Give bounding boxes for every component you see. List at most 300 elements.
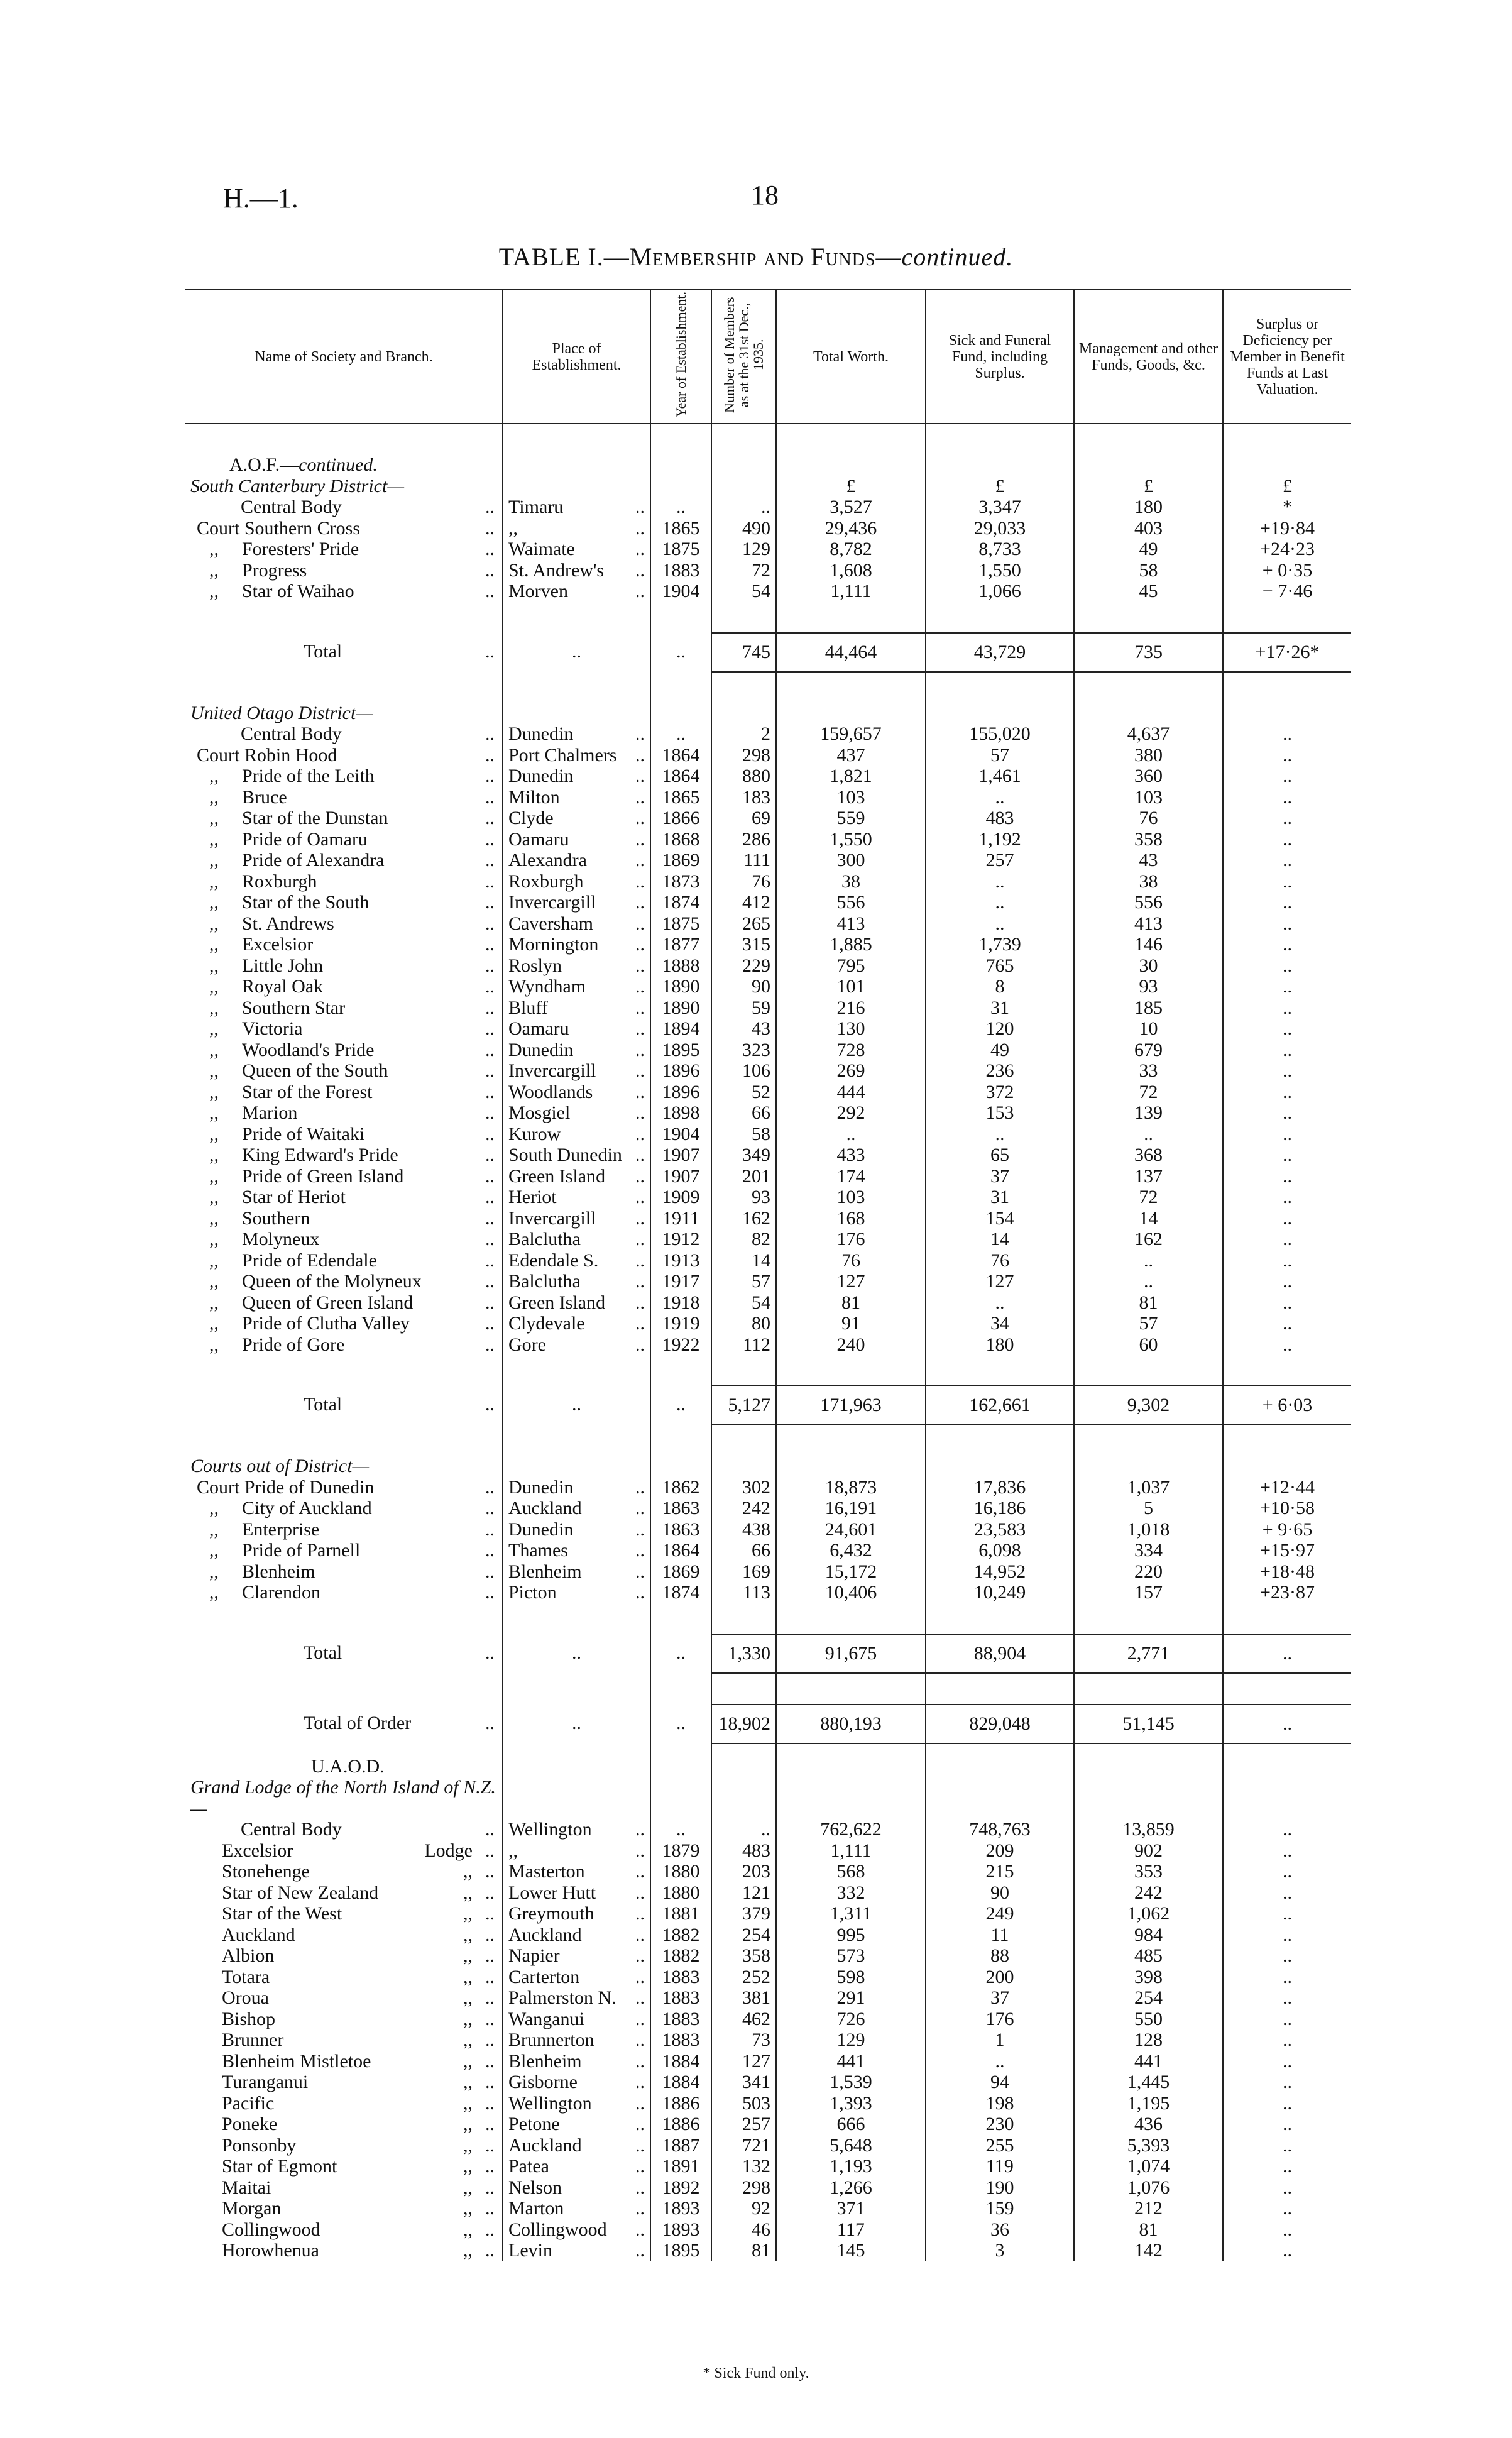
members-cell: 201 xyxy=(711,1166,776,1187)
place-value: Kurow xyxy=(508,1123,561,1145)
lodge-name: Maitai xyxy=(222,2177,271,2198)
mgmt-cell: 103 xyxy=(1074,787,1223,808)
mgmt-cell: 72 xyxy=(1074,1082,1223,1103)
lodge-name-wrap xyxy=(190,2114,497,2135)
uaod-heading-cell: U.A.O.D. xyxy=(311,1755,385,1777)
cell: £ xyxy=(926,476,1074,497)
spacer-cell xyxy=(185,1673,503,1705)
total-year-cell: .. xyxy=(650,1705,711,1743)
branch-name-cell xyxy=(185,913,503,935)
place-value: Gore xyxy=(508,1334,546,1355)
surplus-cell: .. xyxy=(1223,2219,1351,2241)
mgmt-cell: 57 xyxy=(1074,1313,1223,1334)
members-cell: 242 xyxy=(711,1498,776,1519)
leader-dots: .. xyxy=(485,1582,495,1603)
total-surplus: + 6·03 xyxy=(1223,1386,1351,1425)
leader-dots: .. xyxy=(485,2114,495,2134)
total-place-cell: .. xyxy=(503,1386,650,1425)
cell xyxy=(926,703,1074,724)
total-label-wrap xyxy=(190,633,497,671)
branch-name xyxy=(190,581,354,602)
branch-name-cell xyxy=(185,1519,503,1540)
lodge-name-cell xyxy=(185,2198,503,2219)
spacer-cell xyxy=(926,1603,1074,1634)
table-row xyxy=(185,871,1351,892)
spacer-cell xyxy=(185,1355,503,1386)
table-row xyxy=(185,1840,1351,1862)
worth-cell: 1,885 xyxy=(776,934,926,955)
place-wrap xyxy=(508,1229,645,1250)
place-wrap xyxy=(508,2072,645,2093)
table-row xyxy=(185,1561,1351,1583)
branch-name-text: Queen of the South xyxy=(242,1060,388,1081)
lodge-name: Excelsior xyxy=(222,1840,293,1861)
ditto-mark: ,, xyxy=(209,1271,219,1292)
ditto-mark: ,, xyxy=(209,1540,219,1561)
spacer-cell xyxy=(185,1425,503,1456)
surplus-cell: .. xyxy=(1223,1124,1351,1145)
total-label-cell xyxy=(185,1705,503,1743)
total-label-cell xyxy=(185,1634,503,1673)
spacer-cell xyxy=(1223,424,1351,454)
branch-name xyxy=(190,934,313,955)
leader-dots: .. xyxy=(635,997,645,1018)
branch-name xyxy=(190,913,334,935)
sick-cell: 215 xyxy=(926,1861,1074,1882)
ditto-mark: ,, xyxy=(209,997,219,1018)
place-cell xyxy=(503,1498,650,1519)
leader-dots: .. xyxy=(485,1081,495,1102)
surplus-cell: .. xyxy=(1223,1229,1351,1250)
mgmt-cell: .. xyxy=(1074,1124,1223,1145)
year-cell: 1875 xyxy=(650,913,711,935)
branch-name-wrap xyxy=(190,581,497,602)
place-cell xyxy=(503,745,650,766)
members-cell: 132 xyxy=(711,2156,776,2177)
place-value: Heriot xyxy=(508,1187,557,1207)
members-cell: 90 xyxy=(711,976,776,997)
sick-cell: 37 xyxy=(926,1987,1074,2009)
cell: £ xyxy=(776,476,926,497)
place-value: Auckland xyxy=(508,1924,582,1945)
ditto-mark: ,, xyxy=(209,1313,219,1334)
mgmt-cell: .. xyxy=(1074,1271,1223,1292)
leader-dots: .. xyxy=(485,744,495,766)
members-cell: 229 xyxy=(711,955,776,977)
total-label: Total xyxy=(304,1394,342,1415)
place-value: Palmerston N. xyxy=(508,1987,616,2008)
lodge-name-wrap xyxy=(190,1925,497,1946)
mgmt-cell: 142 xyxy=(1074,2240,1223,2261)
place-cell xyxy=(503,1166,650,1187)
place-value: Thames xyxy=(508,1540,568,1561)
branch-name-cell xyxy=(185,1166,503,1187)
worth-cell: 441 xyxy=(776,2051,926,2072)
sick-cell: 176 xyxy=(926,2009,1074,2030)
members-cell: 265 xyxy=(711,913,776,935)
branch-name-cell xyxy=(185,1018,503,1040)
ditto-mark: ,, xyxy=(209,850,219,870)
district-heading xyxy=(185,1456,1351,1477)
leader-dots: .. xyxy=(485,1334,495,1355)
surplus-cell: .. xyxy=(1223,976,1351,997)
worth-cell: 559 xyxy=(776,808,926,829)
col-surplus-header: Surplus or Deficiency per Member in Benefit Funds at Last Valuation. xyxy=(1223,290,1351,424)
lodge-suffix: ,, xyxy=(463,2134,473,2156)
leader-dots: .. xyxy=(485,1476,495,1498)
table-row xyxy=(185,955,1351,977)
place-cell xyxy=(503,1060,650,1082)
spacer-cell xyxy=(185,424,503,454)
branch-name-cell xyxy=(185,871,503,892)
lodge-name-cell xyxy=(185,2072,503,2093)
year-cell: 1864 xyxy=(650,1540,711,1561)
spacer-row xyxy=(185,1673,1351,1705)
mgmt-cell: 550 xyxy=(1074,2009,1223,2030)
table-row xyxy=(185,1882,1351,1904)
year-cell: 1883 xyxy=(650,1967,711,1988)
branch-name-text: Star of the South xyxy=(242,892,370,913)
mgmt-cell: 45 xyxy=(1074,581,1223,602)
surplus-cell: .. xyxy=(1223,1987,1351,2009)
branch-name xyxy=(190,1519,319,1540)
branch-name-cell xyxy=(185,1540,503,1561)
lodge-suffix-wrap xyxy=(463,2051,497,2072)
col-place-header: Place of Establishment. xyxy=(503,290,650,424)
worth-cell: 1,111 xyxy=(776,581,926,602)
branch-name xyxy=(190,1145,398,1166)
surplus-cell: +10·58 xyxy=(1223,1498,1351,1519)
cell xyxy=(650,1743,711,1777)
place-cell xyxy=(503,1018,650,1040)
lodge-suffix-wrap xyxy=(485,1819,497,1840)
year-cell: 1911 xyxy=(650,1208,711,1229)
branch-name-text: King Edward's Pride xyxy=(242,1145,398,1165)
ditto-mark: ,, xyxy=(209,1187,219,1207)
place-value: Milton xyxy=(508,786,560,808)
branch-name-text: Royal Oak xyxy=(242,976,324,997)
worth-cell: 666 xyxy=(776,2114,926,2135)
table-row xyxy=(185,2219,1351,2241)
cell xyxy=(926,1456,1074,1477)
branch-name-text: Victoria xyxy=(242,1018,303,1039)
year-cell: 1884 xyxy=(650,2072,711,2093)
table-row xyxy=(185,560,1351,581)
worth-cell: 16,191 xyxy=(776,1498,926,1519)
members-cell: 438 xyxy=(711,1519,776,1540)
place-value: Oamaru xyxy=(508,1018,569,1039)
sick-cell: 65 xyxy=(926,1145,1074,1166)
ditto-mark: ,, xyxy=(209,828,219,850)
place-value: Balclutha xyxy=(508,1271,581,1292)
sick-cell: 127 xyxy=(926,1271,1074,1292)
leader-dots: .. xyxy=(485,1561,495,1582)
branch-name-wrap xyxy=(190,955,497,977)
total-label: Total of Order xyxy=(304,1712,412,1733)
spacer-cell xyxy=(926,1355,1074,1386)
table-row xyxy=(185,1060,1351,1082)
branch-name-wrap xyxy=(190,997,497,1019)
total-members: 18,902 xyxy=(711,1705,776,1743)
branch-name xyxy=(190,787,287,808)
place-wrap xyxy=(508,1145,645,1166)
members-cell: 183 xyxy=(711,787,776,808)
mgmt-cell: 30 xyxy=(1074,955,1223,977)
table-row xyxy=(185,1967,1351,1988)
branch-name-cell xyxy=(185,581,503,602)
branch-name-cell xyxy=(185,1082,503,1103)
members-cell: 341 xyxy=(711,2072,776,2093)
sick-cell: .. xyxy=(926,787,1074,808)
place-wrap xyxy=(508,497,645,518)
spacer-cell xyxy=(503,1673,650,1705)
year-cell: 1883 xyxy=(650,560,711,581)
worth-cell: 1,821 xyxy=(776,766,926,787)
members-cell: 298 xyxy=(711,2177,776,2199)
lodge-suffix-wrap xyxy=(463,1925,497,1946)
branch-name xyxy=(190,1229,319,1250)
leader-dots: .. xyxy=(635,1207,645,1229)
place-cell xyxy=(503,1967,650,1988)
lodge-name-wrap xyxy=(190,1967,497,1988)
mgmt-cell: 76 xyxy=(1074,808,1223,829)
leader-dots: .. xyxy=(635,2008,645,2029)
mgmt-cell: 137 xyxy=(1074,1166,1223,1187)
worth-cell: 129 xyxy=(776,2029,926,2051)
place-value: ,, xyxy=(508,517,518,539)
document-reference: H.—1. xyxy=(223,183,299,214)
surplus-cell: .. xyxy=(1223,1861,1351,1882)
leader-dots: .. xyxy=(635,1903,645,1924)
year-cell: 1880 xyxy=(650,1861,711,1882)
mgmt-cell: 334 xyxy=(1074,1540,1223,1561)
surplus-cell: .. xyxy=(1223,1945,1351,1967)
lodge-name-cell xyxy=(185,1925,503,1946)
surplus-cell: + 9·65 xyxy=(1223,1519,1351,1540)
sick-cell: 1,066 xyxy=(926,581,1074,602)
branch-name-text: Molyneux xyxy=(242,1229,320,1249)
branch-name-text: Woodland's Pride xyxy=(242,1039,375,1060)
leader-dots: .. xyxy=(485,1102,495,1123)
leader-dots: .. xyxy=(635,766,645,786)
surplus-cell: .. xyxy=(1223,1145,1351,1166)
mgmt-cell: 436 xyxy=(1074,2114,1223,2135)
branch-name-wrap xyxy=(190,1540,497,1561)
total-sick: 88,904 xyxy=(926,1634,1074,1673)
branch-name-wrap xyxy=(190,871,497,892)
leader-dots: .. xyxy=(485,2198,495,2219)
place-wrap xyxy=(508,1861,645,1882)
year-cell: 1883 xyxy=(650,2029,711,2051)
worth-cell: 240 xyxy=(776,1334,926,1356)
leader-dots: .. xyxy=(635,1060,645,1081)
branch-name-text: Progress xyxy=(242,559,307,581)
table-row xyxy=(185,1102,1351,1124)
place-wrap xyxy=(508,1582,645,1603)
branch-name-cell xyxy=(185,1208,503,1229)
members-cell: 298 xyxy=(711,745,776,766)
sick-cell: 57 xyxy=(926,745,1074,766)
worth-cell: 433 xyxy=(776,1145,926,1166)
branch-name-wrap xyxy=(190,1271,497,1292)
worth-cell: 1,111 xyxy=(776,1840,926,1862)
year-cell: 1893 xyxy=(650,2219,711,2241)
lodge-suffix: ,, xyxy=(463,1945,473,1966)
leader-dots: .. xyxy=(485,1924,495,1945)
cell xyxy=(1223,454,1351,476)
lodge-suffix: ,, xyxy=(463,1987,473,2008)
lodge-name-cell xyxy=(185,1840,503,1862)
leader-dots: .. xyxy=(485,1018,495,1039)
place-value: Balclutha xyxy=(508,1229,581,1249)
worth-cell: 130 xyxy=(776,1018,926,1040)
ditto-mark: ,, xyxy=(209,934,219,955)
lodge-name-wrap xyxy=(190,2198,497,2219)
lodge-name: Auckland xyxy=(222,1924,295,1945)
table-row xyxy=(185,1166,1351,1187)
leader-dots: .. xyxy=(635,934,645,955)
worth-cell: 995 xyxy=(776,1925,926,1946)
year-cell: 1895 xyxy=(650,1040,711,1061)
leader-dots: .. xyxy=(635,1582,645,1603)
surplus-cell: .. xyxy=(1223,955,1351,977)
mgmt-cell: 556 xyxy=(1074,892,1223,913)
leader-dots: .. xyxy=(635,1945,645,1966)
place-value: Dunedin xyxy=(508,723,574,744)
leader-dots: .. xyxy=(485,2072,495,2092)
place-wrap xyxy=(508,581,645,602)
spacer-cell xyxy=(776,424,926,454)
leader-dots: .. xyxy=(485,640,495,662)
branch-name xyxy=(190,871,317,892)
cell xyxy=(776,454,926,476)
surplus-cell: .. xyxy=(1223,1334,1351,1356)
surplus-cell: .. xyxy=(1223,1082,1351,1103)
year-cell: 1883 xyxy=(650,2009,711,2030)
branch-name-cell xyxy=(185,1124,503,1145)
year-cell: 1918 xyxy=(650,1292,711,1314)
mgmt-cell: 49 xyxy=(1074,539,1223,560)
members-cell: 252 xyxy=(711,1967,776,1988)
lodge-name-cell xyxy=(185,2135,503,2156)
place-wrap xyxy=(508,913,645,935)
branch-name-wrap xyxy=(190,1250,497,1271)
lodge-suffix: ,, xyxy=(463,2156,473,2177)
place-wrap xyxy=(508,1040,645,1061)
leader-dots: .. xyxy=(485,828,495,850)
branch-name-text: Star of the Forest xyxy=(242,1081,373,1102)
branch-name-wrap xyxy=(190,745,497,766)
sick-cell: 3,347 xyxy=(926,497,1074,518)
total-surplus: .. xyxy=(1223,1634,1351,1673)
ditto-mark: ,, xyxy=(209,892,219,913)
ditto-mark: ,, xyxy=(209,1102,219,1123)
branch-name-wrap xyxy=(190,539,497,560)
worth-cell: 24,601 xyxy=(776,1519,926,1540)
leader-dots: .. xyxy=(635,2198,645,2219)
branch-name-cell xyxy=(185,1040,503,1061)
place-cell xyxy=(503,2072,650,2093)
cell xyxy=(650,476,711,497)
lodge-name-wrap xyxy=(190,1945,497,1967)
members-cell: 286 xyxy=(711,829,776,850)
place-wrap xyxy=(508,850,645,871)
col-worth-header: Total Worth. xyxy=(776,290,926,424)
surplus-cell: .. xyxy=(1223,1208,1351,1229)
place-value: Timaru xyxy=(508,497,564,517)
worth-cell: .. xyxy=(776,1124,926,1145)
leader-dots: .. xyxy=(635,2114,645,2134)
total-year-cell: .. xyxy=(650,633,711,672)
place-wrap xyxy=(508,1945,645,1967)
cell xyxy=(1074,1743,1223,1777)
sick-cell: .. xyxy=(926,2051,1074,2072)
branch-name-wrap xyxy=(190,1519,497,1540)
spacer-cell xyxy=(926,672,1074,703)
total-label-cell xyxy=(185,1386,503,1425)
worth-cell: 3,527 xyxy=(776,497,926,518)
leader-dots: .. xyxy=(635,1561,645,1582)
leader-dots: .. xyxy=(485,1292,495,1313)
leader-dots: .. xyxy=(485,1039,495,1060)
place-cell xyxy=(503,766,650,787)
branch-name-wrap xyxy=(190,1334,497,1356)
leader-dots: .. xyxy=(635,1102,645,1123)
year-cell: 1873 xyxy=(650,871,711,892)
leader-dots: .. xyxy=(635,1018,645,1039)
total-label-wrap xyxy=(190,1634,497,1672)
leader-dots: .. xyxy=(485,2156,495,2177)
branch-name-cell xyxy=(185,745,503,766)
branch-name-text: Pride of Edendale xyxy=(242,1249,377,1271)
surplus-cell: .. xyxy=(1223,1292,1351,1314)
sick-cell: 1 xyxy=(926,2029,1074,2051)
lodge-name: Morgan xyxy=(222,2198,282,2219)
table-row xyxy=(185,1292,1351,1314)
branch-name-cell xyxy=(185,1102,503,1124)
spacer-cell xyxy=(711,1355,776,1386)
leader-dots: .. xyxy=(635,1840,645,1861)
surplus-cell: .. xyxy=(1223,1819,1351,1840)
worth-cell: 176 xyxy=(776,1229,926,1250)
surplus-cell: .. xyxy=(1223,871,1351,892)
lodge-name-wrap xyxy=(190,1819,497,1840)
table-row xyxy=(185,829,1351,850)
leader-dots: .. xyxy=(635,744,645,766)
leader-dots: .. xyxy=(635,1498,645,1518)
surplus-cell: .. xyxy=(1223,1882,1351,1904)
total-place-cell: .. xyxy=(503,1634,650,1673)
spacer-cell xyxy=(776,1425,926,1456)
leader-dots: .. xyxy=(485,581,495,601)
place-cell xyxy=(503,2177,650,2199)
place-wrap xyxy=(508,518,645,539)
surplus-cell: .. xyxy=(1223,1925,1351,1946)
lodge-suffix-wrap xyxy=(463,2156,497,2177)
spacer-cell xyxy=(185,602,503,633)
table-row xyxy=(185,2156,1351,2177)
place-wrap xyxy=(508,2009,645,2030)
branch-name-text: Pride of Oamaru xyxy=(242,828,368,850)
year-cell: 1891 xyxy=(650,2156,711,2177)
spacer-cell xyxy=(776,672,926,703)
members-cell: 54 xyxy=(711,1292,776,1314)
total-year-cell: .. xyxy=(650,1386,711,1425)
leader-dots: .. xyxy=(485,1207,495,1229)
worth-cell: 101 xyxy=(776,976,926,997)
mgmt-cell: 1,195 xyxy=(1074,2093,1223,2114)
place-wrap xyxy=(508,2219,645,2241)
